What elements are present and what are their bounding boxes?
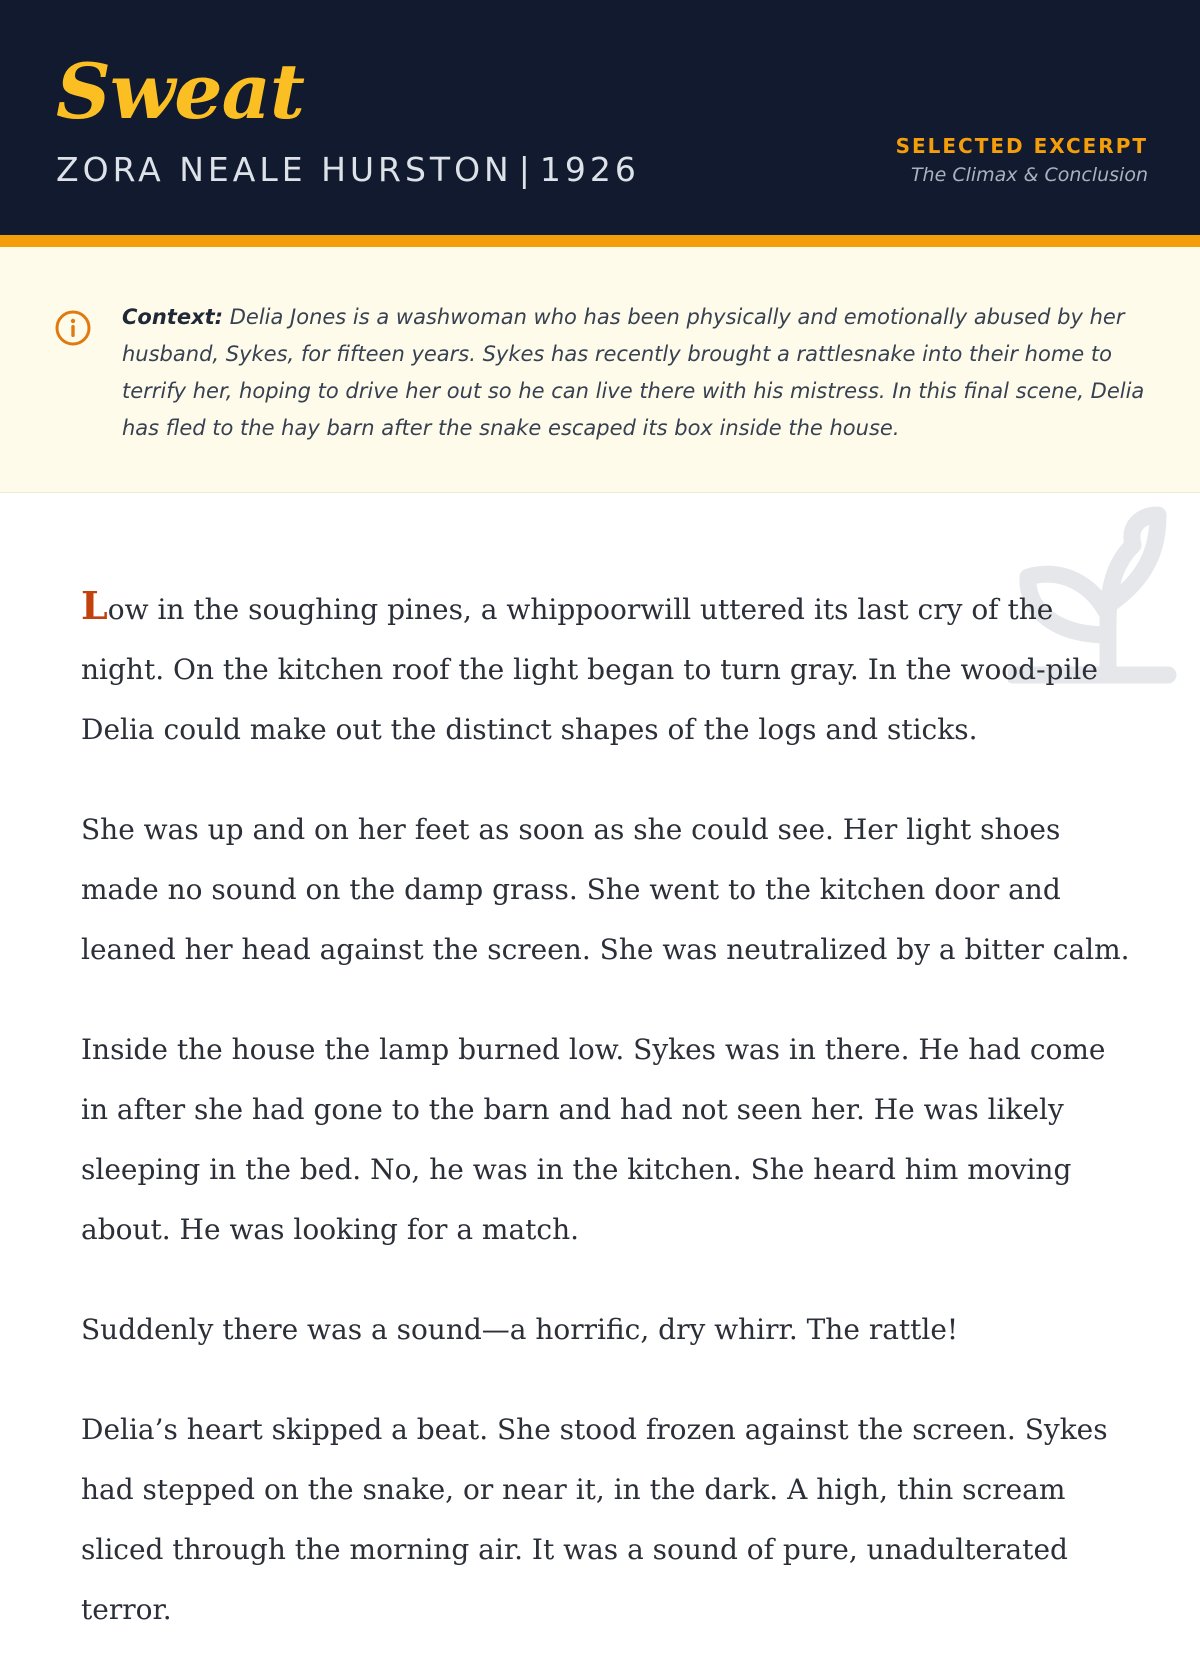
excerpt-subtitle: The Climax & Conclusion <box>910 164 1148 186</box>
byline-separator: | <box>518 150 534 189</box>
story-paragraph-2: She was up and on her feet as soon as she could see. Her light shoes made no sound on the damp grass. She went to the kitchen door and leaned her head against the screen. She was neutralized by a bitter calm. <box>81 813 1130 966</box>
publication-year: 1926 <box>539 150 640 189</box>
context-text <box>122 299 1147 447</box>
author-name: ZORA NEALE HURSTON <box>56 150 513 189</box>
byline <box>56 150 640 189</box>
excerpt-info <box>896 134 1148 186</box>
drop-cap: L <box>81 583 108 628</box>
story-paragraph-4: Suddenly there was a sound—a horrific, dry whirr. The rattle! <box>81 1313 959 1346</box>
story-title: Sweat <box>56 47 305 136</box>
excerpt-label: SELECTED EXCERPT <box>895 134 1148 158</box>
story-paragraph-1 <box>81 576 1141 760</box>
context-label: Context: <box>122 305 224 329</box>
page-header <box>0 0 1200 247</box>
story-body <box>81 576 1141 1680</box>
context-body: Delia Jones is a washwoman who has been physically and emotionally abused by her husband, Sykes, for fifteen years. Sykes has recently brought a rattlesnake into their home to terrify her, hoping to drive her out so he can live there with his mistress. In this final scene, Delia has fled to the hay barn after the snake escaped its box inside the house. <box>122 305 1145 440</box>
info-circle-icon <box>55 310 91 350</box>
paragraph-1-text: ow in the soughing pines, a whippoorwill uttered its last cry of the night. On the kitchen roof the light began to turn gray. In the wood-pile Delia could make out the distinct shapes of the logs and sticks. <box>81 593 1098 746</box>
story-paragraph-3: Inside the house the lamp burned low. Sykes was in there. He had come in after she had gone to the barn and had not seen her. He was likely sleeping in the bed. No, he was in the kitchen. She heard him moving about. He was looking for a match. <box>81 1033 1106 1246</box>
story-paragraph-5: Delia’s heart skipped a beat. She stood frozen against the screen. Sykes had stepped on the snake, or near it, in the dark. A high, thin scream sliced through the morning air. It was a sound of pure, unadulterated terror. <box>81 1413 1108 1626</box>
